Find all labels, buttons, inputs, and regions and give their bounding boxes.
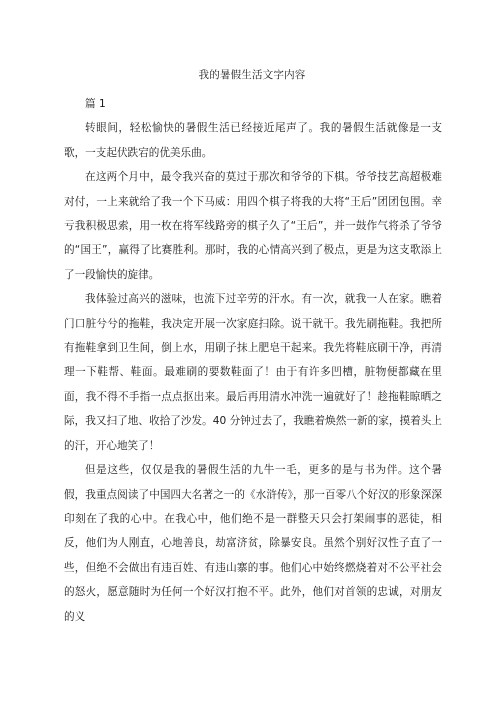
paragraph-2: 在这两个月中，最令我兴奋的莫过于那次和爷爷的下棋。爷爷技艺高超极难对付，一上来就给了我一个下马威：用四个棋子将我的大将“王后”团团包围。幸亏我积极思索，用一枚在将军线路旁的棋子久了“王后”，并一鼓作气将杀了爷爷的“国王”，赢得了比赛胜利。那时，我的心情高兴到了极点，更是为这支歌添上了一段愉快的旋律。 [64, 171, 442, 281]
document-title: 我的暑假生活文字内容 [198, 69, 306, 81]
paragraph-3: 我体验过高兴的滋味，也流下过辛劳的汗水。有一次，就我一人在家。瞧着门口脏兮兮的拖鞋，我决定开展一次家庭扫除。说干就干。我先刷拖鞋。我把所有拖鞋拿到卫生间，倒上水，用刷子抹上肥皂干起来。我先将鞋底刷干净，再清理一下鞋帮、鞋面。最难刷的要数鞋面了！由于有许多凹槽，脏物便都藏在里面，我不得不手指一点点抠出来。最后再用清水冲洗一遍就好了！趁拖鞋晾晒之际，我又扫了地、收拾了沙发。40 分钟过去了，我瞧着焕然一新的家，摸着头上的汗，开心地笑了！ [64, 293, 442, 452]
paragraph-1: 转眼间，轻松愉快的暑假生活已经接近尾声了。我的暑假生活就像是一支歌，一支起伏跌宕的优美乐曲。 [64, 122, 442, 159]
section-heading: 篇 1 [85, 98, 106, 110]
document-body [64, 92, 442, 629]
paragraph-4: 但是这些，仅仅是我的暑假生活的九牛一毛，更多的是与书为伴。这个暑假，我重点阅读了中国四大名著之一的《水浒传》，那一百零八个好汉的形象深深印刻在了我的心中。在我心中，他们绝不是一群整天只会打架闹事的恶徒，相反，他们为人刚直，心地善良，劫富济贫，除暴安良。虽然个别好汉性子直了一些，但绝不会做出有违百姓、有违山寨的事。他们心中始终燃烧着对不公平社会的怒火，愿意随时为任何一个好汉打抱不平。此外，他们对首领的忠诚，对朋友的义 [64, 464, 442, 623]
